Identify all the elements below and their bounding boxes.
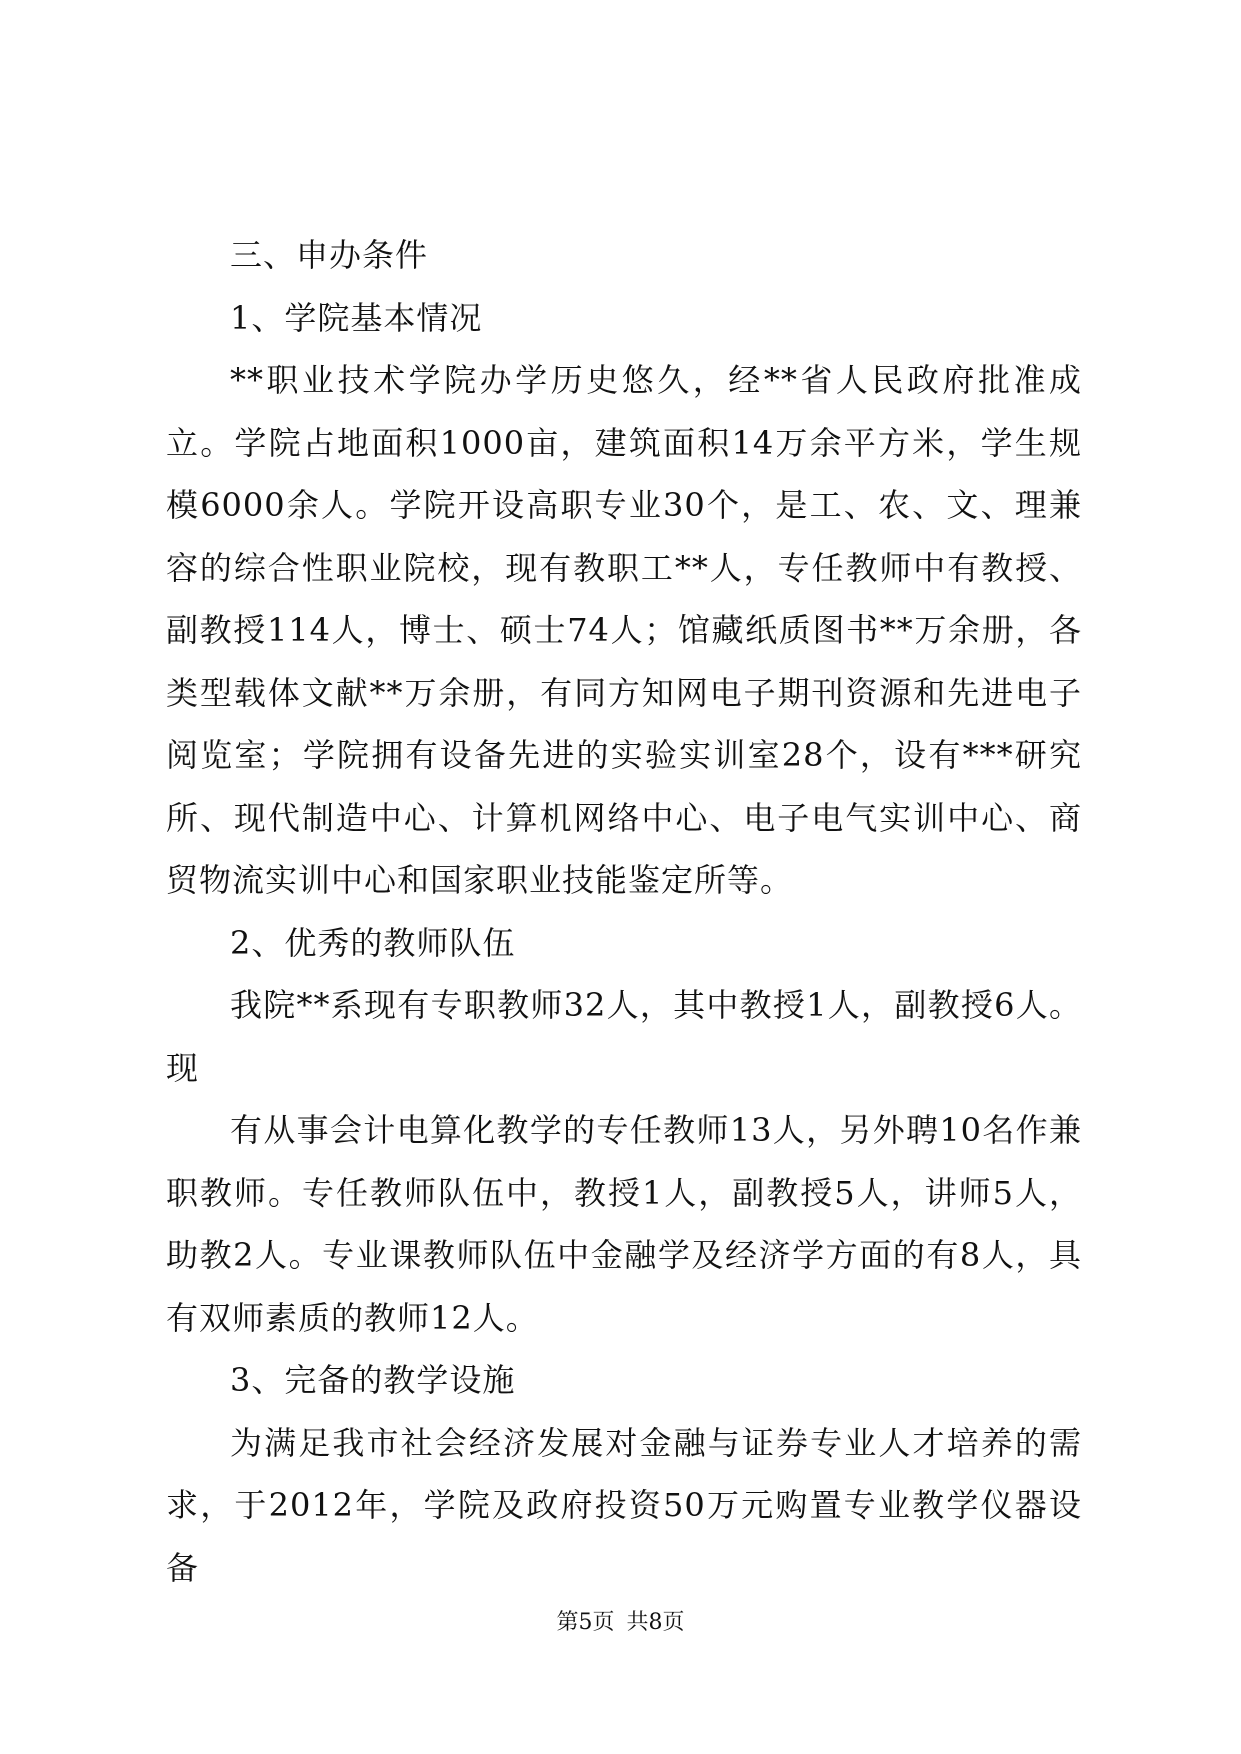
document-body — [166, 224, 1082, 1599]
body-paragraph: 为满足我市社会经济发展对金融与证券专业人才培养的需求，于2012年，学院及政府投资50万元购置专业教学仪器设备 — [166, 1423, 1082, 1587]
body-paragraph: **职业技术学院办学历史悠久，经**省人民政府批准成立。学院占地面积1000亩，建筑面积14万余平方米，学生规模6000余人。学院开设高职专业30个，是工、农、文、理兼容的综合性职业院校，现有教职工**人，专任教师中有教授、副教授114人，博士、硕士74人；馆藏纸质图书**万余册，各类型载体文献**万余册，有同方知网电子期刊资源和先进电子阅览室；学院拥有设备先进的实验实训室28个，设有***研究所、现代制造中心、计算机网络中心、电子电气实训中心、商贸物流实训中心和国家职业技能鉴定所等。 — [166, 361, 1082, 899]
body-paragraph: 有从事会计电算化教学的专任教师13人，另外聘10名作兼职教师。专任教师队伍中，教授1人，副教授5人，讲师5人，助教2人。专业课教师队伍中金融学及经济学方面的有8人，具有双师素质的教师12人。 — [166, 1111, 1082, 1337]
body-paragraph: 我院**系现有专职教师32人，其中教授1人，副教授6人。现 — [166, 986, 1082, 1087]
section-heading: 三、申办条件 — [230, 236, 429, 274]
subsection-heading: 1、学院基本情况 — [230, 298, 483, 337]
subsection-heading: 3、完备的教学设施 — [230, 1361, 516, 1399]
page-total: 共8页 — [626, 1610, 685, 1635]
page-number: 第5页 — [556, 1610, 615, 1635]
page-footer — [0, 1608, 1241, 1638]
subsection-heading: 2、优秀的教师队伍 — [230, 923, 516, 962]
